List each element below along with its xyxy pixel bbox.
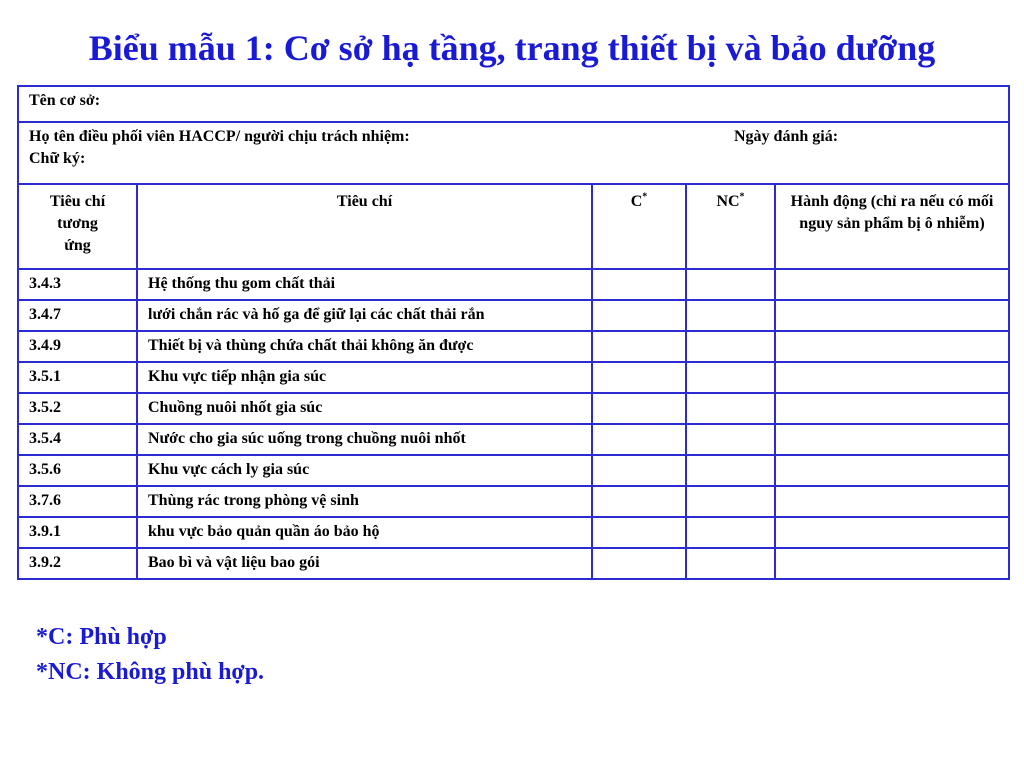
conform-cell[interactable] <box>592 393 686 424</box>
action-cell[interactable] <box>775 517 1009 548</box>
action-cell[interactable] <box>775 393 1009 424</box>
nonconform-cell[interactable] <box>686 300 775 331</box>
criterion-code-cell: 3.5.1 <box>18 362 137 393</box>
footnote-c: *C: Phù hợp <box>36 624 167 650</box>
nonconform-cell[interactable] <box>686 455 775 486</box>
action-cell[interactable] <box>775 455 1009 486</box>
criterion-code-cell: 3.4.7 <box>18 300 137 331</box>
criterion-text-cell: Thùng rác trong phòng vệ sinh <box>137 486 592 517</box>
nonconform-cell[interactable] <box>686 548 775 579</box>
nonconform-cell[interactable] <box>686 517 775 548</box>
header-nc-text: NC <box>716 193 740 210</box>
criterion-text-cell: Thiết bị và thùng chứa chất thải không ăn được <box>137 331 592 362</box>
criteria-rows <box>18 269 1009 579</box>
assessment-date-label: Ngày đánh giá: <box>734 128 839 145</box>
action-cell[interactable] <box>775 548 1009 579</box>
header-nonconform <box>686 184 775 269</box>
criterion-code-cell: 3.9.2 <box>18 548 137 579</box>
criterion-text-cell: Khu vực tiếp nhận gia súc <box>137 362 592 393</box>
facility-name-field[interactable] <box>18 86 1009 122</box>
header-criterion: Tiêu chí <box>137 184 592 269</box>
conform-cell[interactable] <box>592 486 686 517</box>
conform-cell[interactable] <box>592 300 686 331</box>
nonconform-cell[interactable] <box>686 331 775 362</box>
nonconform-cell[interactable] <box>686 486 775 517</box>
signature-label: Chữ ký: <box>29 150 86 167</box>
assessment-form-table <box>17 85 1010 580</box>
table-row <box>18 331 1009 362</box>
action-cell[interactable] <box>775 300 1009 331</box>
criterion-code-cell: 3.4.3 <box>18 269 137 300</box>
table-row <box>18 269 1009 300</box>
header-conform <box>592 184 686 269</box>
nonconform-cell[interactable] <box>686 269 775 300</box>
criterion-text-cell: khu vực bảo quản quần áo bảo hộ <box>137 517 592 548</box>
nonconform-cell[interactable] <box>686 424 775 455</box>
table-row <box>18 548 1009 579</box>
facility-name-label: Tên cơ sở: <box>29 92 101 109</box>
action-cell[interactable] <box>775 486 1009 517</box>
footnote-nc: *NC: Không phù hợp. <box>36 659 265 685</box>
criterion-code-cell: 3.7.6 <box>18 486 137 517</box>
conform-cell[interactable] <box>592 455 686 486</box>
coordinator-field[interactable] <box>18 122 1009 184</box>
conform-cell[interactable] <box>592 424 686 455</box>
criterion-code-cell: 3.4.9 <box>18 331 137 362</box>
header-c-text: C <box>630 193 643 210</box>
table-row <box>18 517 1009 548</box>
criterion-text-cell: Hệ thống thu gom chất thải <box>137 269 592 300</box>
criterion-code-cell: 3.5.6 <box>18 455 137 486</box>
table-row <box>18 362 1009 393</box>
conform-cell[interactable] <box>592 269 686 300</box>
table-row <box>18 393 1009 424</box>
action-cell[interactable] <box>775 424 1009 455</box>
table-row <box>18 455 1009 486</box>
criterion-code-cell: 3.5.4 <box>18 424 137 455</box>
header-col1-line: tương <box>57 215 98 232</box>
header-col1-line: ứng <box>64 237 91 254</box>
criterion-code-cell: 3.9.1 <box>18 517 137 548</box>
coordinator-row <box>18 122 1009 184</box>
header-col1-line: Tiêu chí <box>49 193 106 210</box>
criterion-text-cell: lưới chắn rác và hố ga để giữ lại các chất thải rắn <box>137 300 592 331</box>
criterion-text-cell: Nước cho gia súc uống trong chuồng nuôi nhốt <box>137 424 592 455</box>
conform-cell[interactable] <box>592 362 686 393</box>
table-row <box>18 424 1009 455</box>
conform-cell[interactable] <box>592 548 686 579</box>
action-cell[interactable] <box>775 331 1009 362</box>
table-row <box>18 486 1009 517</box>
facility-row <box>18 86 1009 122</box>
page-title: Biểu mẫu 1: Cơ sở hạ tầng, trang thiết bị và bảo dưỡng <box>88 28 936 68</box>
table-row <box>18 300 1009 331</box>
criterion-text-cell: Khu vực cách ly gia súc <box>137 455 592 486</box>
criterion-code-cell: 3.5.2 <box>18 393 137 424</box>
action-cell[interactable] <box>775 269 1009 300</box>
nonconform-cell[interactable] <box>686 393 775 424</box>
conform-cell[interactable] <box>592 331 686 362</box>
conform-cell[interactable] <box>592 517 686 548</box>
header-corresponding-criterion <box>18 184 137 269</box>
criterion-text-cell: Bao bì và vật liệu bao gói <box>137 548 592 579</box>
criterion-text-cell: Chuồng nuôi nhốt gia súc <box>137 393 592 424</box>
action-cell[interactable] <box>775 362 1009 393</box>
nonconform-cell[interactable] <box>686 362 775 393</box>
header-c-sup: * <box>642 191 648 203</box>
coordinator-label: Họ tên điều phối viên HACCP/ người chịu trách nhiệm: <box>29 128 410 145</box>
table-header-row <box>18 184 1009 269</box>
header-action: Hành động (chỉ ra nếu có mối nguy sản phẩm bị ô nhiễm) <box>775 184 1009 269</box>
header-nc-sup: * <box>739 191 745 203</box>
footnotes <box>36 620 264 690</box>
